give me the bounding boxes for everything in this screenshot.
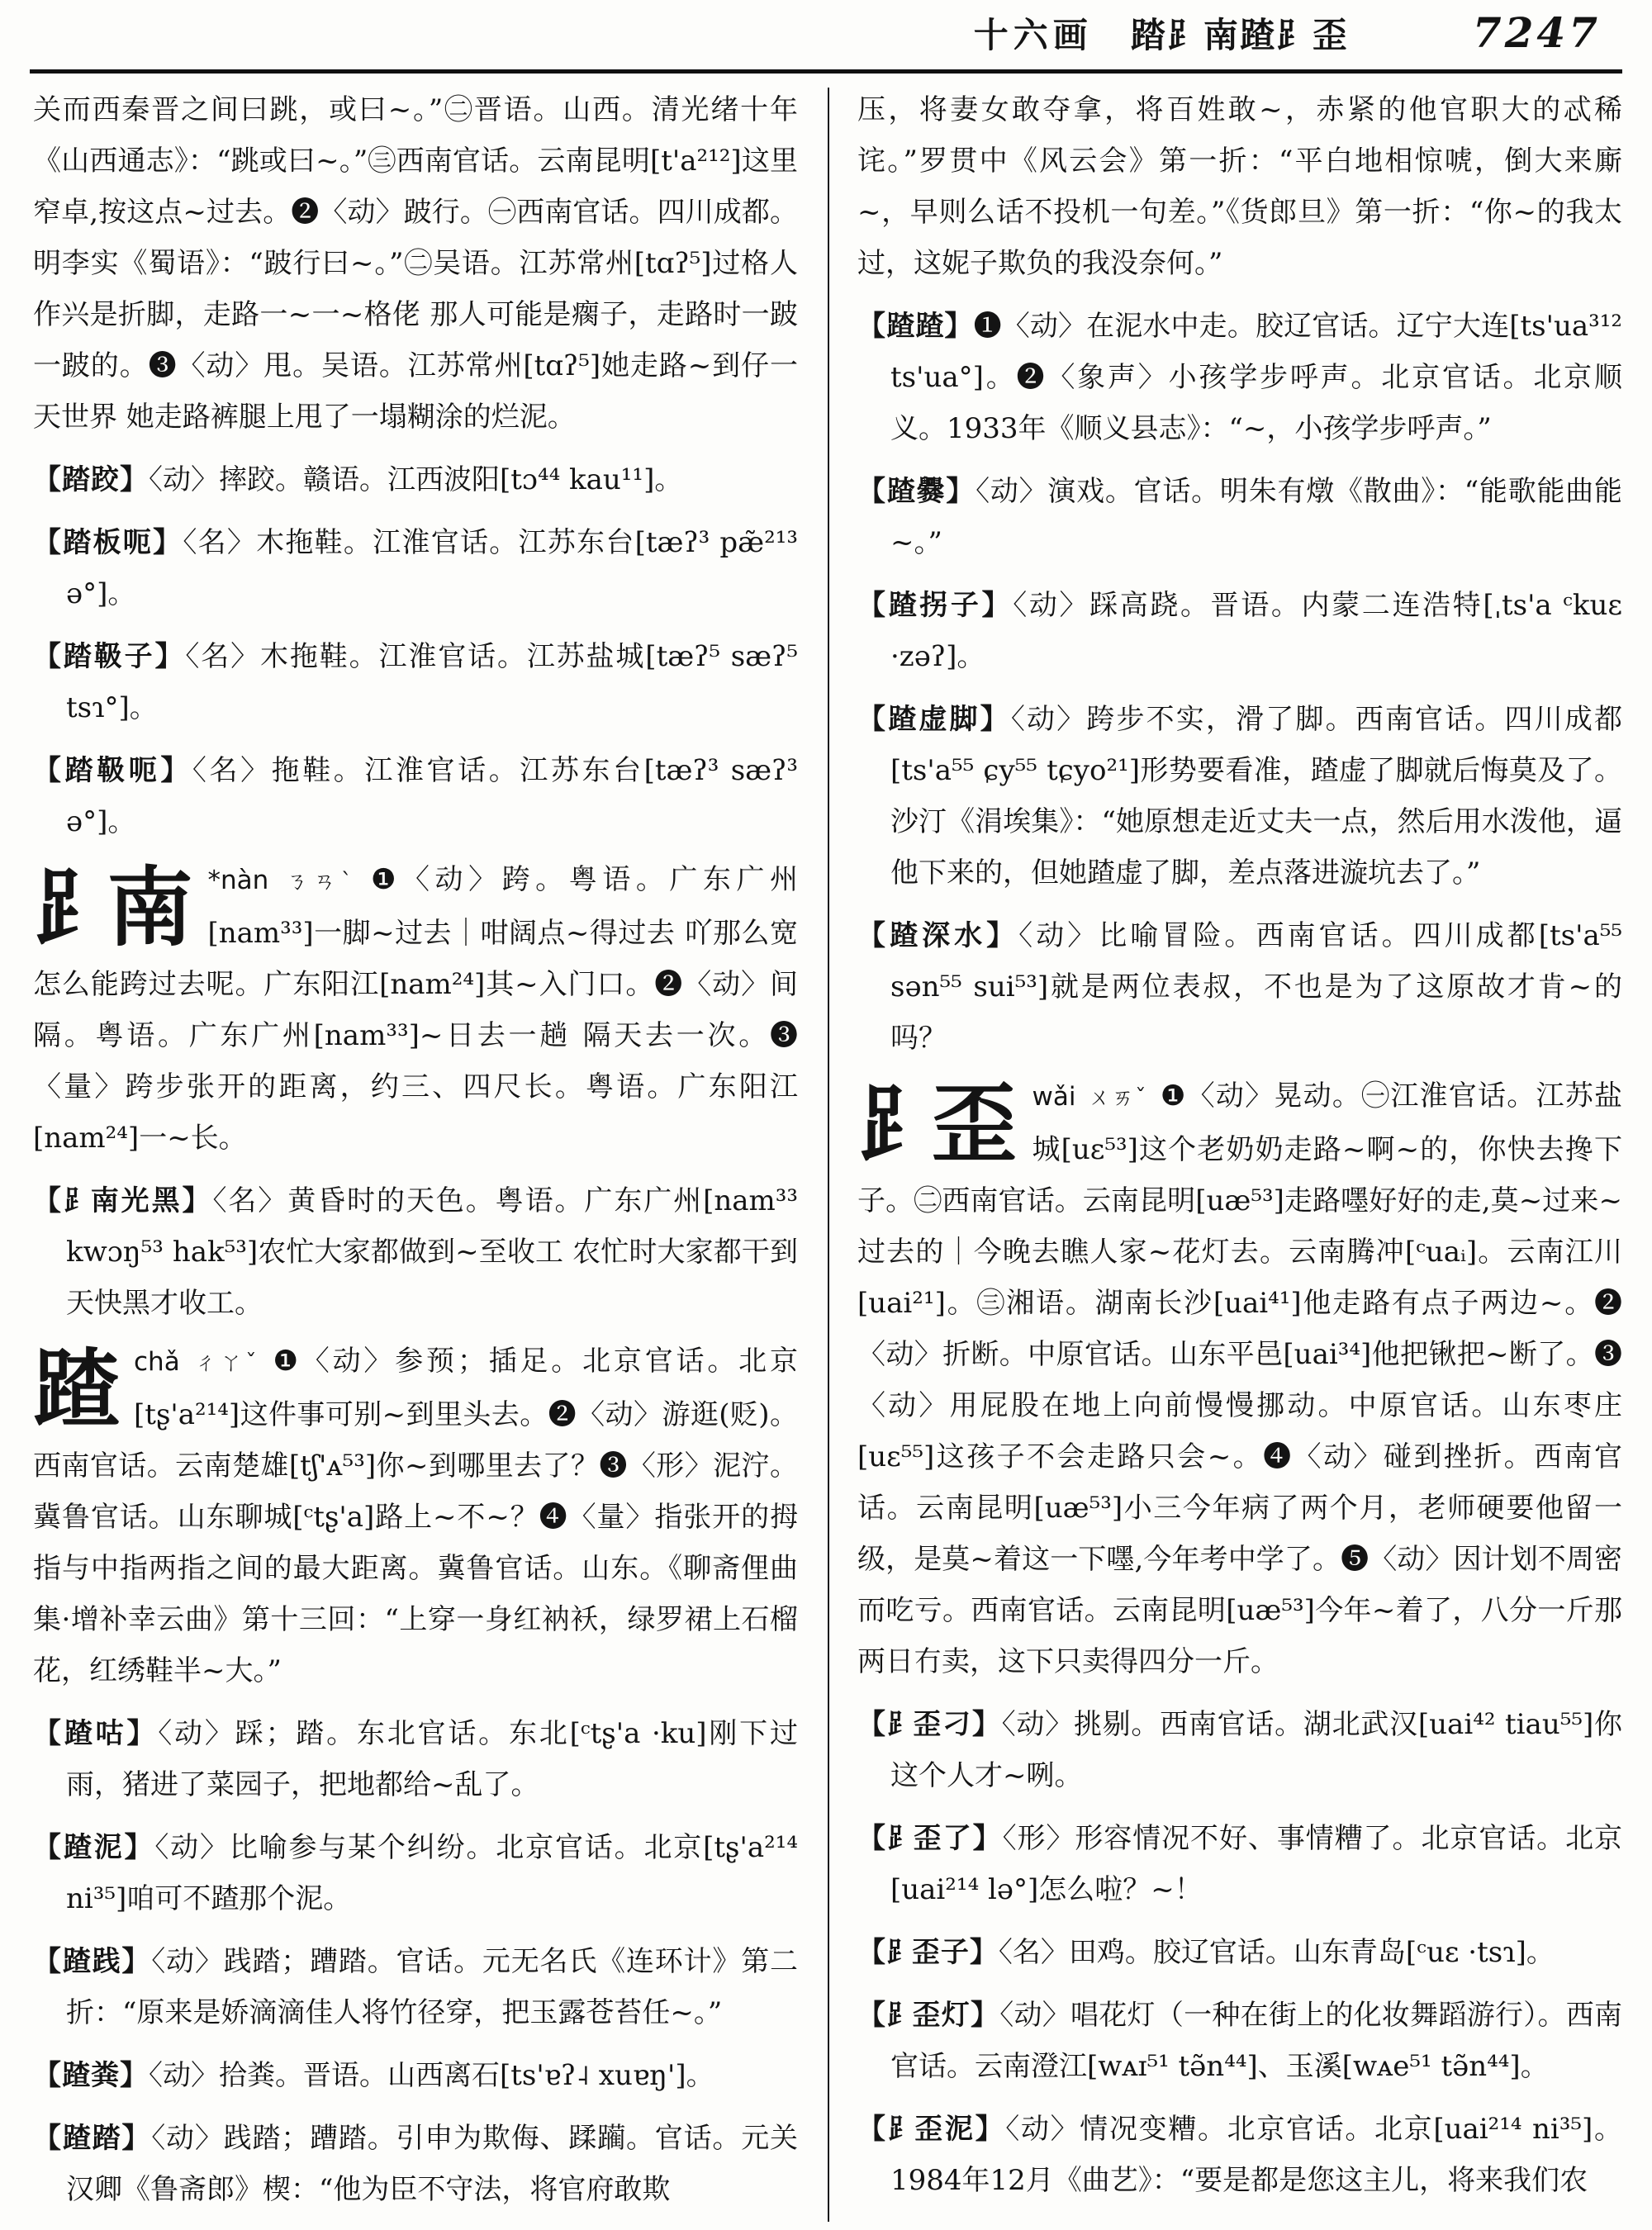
- entry-body: 〈动〉比喻参与某个纠纷。北京官话。北京[tʂ'a²¹⁴ ni³⁵]咱可不蹅那个泥。: [66, 1831, 798, 1915]
- pinyin: chǎ: [134, 1347, 180, 1377]
- header-entry-characters: 踏⻊南蹅⻊歪: [1130, 15, 1349, 55]
- entry-body: 〈形〉形容情况不好、事情糟了。北京官话。北京[uai²¹⁴ lə°]怎么啦？~！: [890, 1822, 1623, 1906]
- entry-body: 〈动〉踩；踏。东北官话。东北[ᶜtʂ'a ·ku]刚下过雨，猪进了菜园子，把地都给~乱了。: [66, 1717, 798, 1801]
- stroke-section-title: 十六画: [973, 15, 1093, 55]
- entry-headword: 【踏跤】: [33, 463, 149, 496]
- entry-body: ❶〈动〉跨。粤语。广东广州[nam³³]一脚~过去｜咁阔点~得过去 吖那么宽怎么能跨过去呢。广东阳江[nam²⁴]其~入门口。❷〈动〉间隔。粤语。广东广州[nam³³]~日去一趟 隔天去一次。❸〈量〉跨步张开的距离，约三、四尺长。粤语。广东阳江[nam²⁴]一~长。: [33, 863, 798, 1155]
- entry-headword: 【蹅踏】: [33, 2122, 152, 2155]
- page-header: [0, 8, 1601, 63]
- entry-body: 〈动〉践踏；蹧踏。官话。元无名氏《连环计》第二折：“原来是娇滴滴佳人将竹径穿，把玉露苍苔任~。”: [66, 1945, 799, 2029]
- head-character-entry: [857, 1070, 1622, 1687]
- text-columns: [33, 83, 1622, 2230]
- entry-body: 〈动〉比喻冒险。西南官话。四川成都[ts'a⁵⁵ sən⁵⁵ sui⁵³]就是两位表叔，不也是为了这原故才肯~的吗？: [890, 919, 1622, 1055]
- entry-headword: 【⻊歪子】: [857, 1936, 999, 1969]
- foot-radical: ⻊: [886, 1936, 915, 1969]
- entry-body: 〈名〉黄昏时的天色。粤语。广东广州[nam³³ kwɔŋ⁵³ hak⁵³]农忙大家都做到~至收工 农忙时大家都干到天快黑才收工。: [66, 1184, 799, 1320]
- dictionary-entry: [857, 694, 1622, 899]
- header-rule: [30, 69, 1622, 74]
- entry-body: 〈动〉拾粪。晋语。山西离石[ts'ɐʔ˨ xuɐŋ']。: [149, 2059, 714, 2092]
- dictionary-entry: [857, 1927, 1622, 1978]
- entry-headword: 【⻊南光黑】: [33, 1184, 213, 1217]
- foot-radical: ⻊: [857, 1073, 944, 1174]
- dictionary-entry: [33, 454, 798, 505]
- dictionary-entry: [33, 1175, 798, 1329]
- entry-body: 〈动〉挑剔。西南官话。湖北武汉[uai⁴² tiau⁵⁵]你这个人才~咧。: [890, 1708, 1623, 1792]
- dictionary-entry: [33, 745, 798, 847]
- entry-body: 〈动〉跨步不实，滑了脚。西南官话。四川成都[ts'a⁵⁵ ɕy⁵⁵ tɕyo²¹]形势要看准，蹅虚了脚就后悔莫及了。沙汀《涓埃集》：“她原想走近丈夫一点，然后用水泼他，逼他下来的，但她蹅虚了脚，差点落进漩坑去了。”: [890, 703, 1623, 890]
- foot-radical: ⻊: [63, 1184, 94, 1217]
- foot-radical: ⻊: [886, 1999, 916, 2032]
- entry-headword: 【蹅泥】: [33, 1831, 155, 1864]
- continuation-paragraph: 压，将妻女敢夺拿，将百姓敢~，赤紧的他官职大的忒稀诧。”罗贯中《风云会》第一折：“平白地相惊唬，倒大来廝~，早则么话不投机一句差。”《货郎旦》第一折：“你~的我太过，这妮子欺负的我没奈何。”: [857, 93, 1622, 280]
- entry-headword: 【⻊歪刁】: [857, 1708, 1002, 1741]
- entry-body: 〈动〉情况变糟。北京官话。北京[uai²¹⁴ ni³⁵]。1984年12月《曲艺》：“要是都是您这主儿，将来我们农: [890, 2113, 1622, 2197]
- entry-headword: 【⻊歪泥】: [857, 2113, 1006, 2146]
- dictionary-entry: [857, 2104, 1622, 2206]
- entry-headword: 【蹅咕】: [33, 1717, 159, 1750]
- entry-headword: 【蹅深水】: [857, 919, 1019, 952]
- entry-headword: 【⻊歪灯】: [857, 1999, 1000, 2032]
- head-character-entry: [33, 854, 798, 1164]
- zhuyin: ㄋㄢˋ: [280, 869, 358, 894]
- entry-body: 〈动〉唱花灯（一种在街上的化妆舞蹈游行）。西南官话。云南澄江[wᴀɪ⁵¹ tə̃n⁴⁴]、玉溪[wᴀe⁵¹ tə̃n⁴⁴]。: [890, 1999, 1623, 2083]
- entry-headword: 【蹅爨】: [857, 475, 976, 508]
- entry-headword: 【踏靸子】: [33, 640, 186, 673]
- dictionary-entry: [857, 1813, 1622, 1915]
- zhuyin: ㄔㄚˇ: [191, 1350, 260, 1376]
- entry-body: 〈名〉木拖鞋。江淮官话。江苏盐城[tæʔ⁵ sæʔ⁵ tsɿ°]。: [66, 640, 798, 724]
- entry-body: 〈名〉拖鞋。江淮官话。江苏东台[tæʔ³ sæʔ³ ə°]。: [66, 754, 798, 838]
- dictionary-entry: [857, 580, 1622, 682]
- foot-radical: ⻊: [887, 2113, 919, 2146]
- head-character: ⻊歪: [857, 1073, 1018, 1174]
- entry-headword: 【蹅粪】: [33, 2059, 149, 2092]
- dictionary-entry: [33, 1822, 798, 1924]
- dictionary-entry: [857, 466, 1622, 568]
- continuation-paragraph: 关而西秦晋之间曰跳，或曰~。”㊁晋语。山西。清光绪十年《山西通志》：“跳或曰~。”㊂西南官话。云南昆明[t'a²¹²]这里窄卓,按这点~过去。❷〈动〉跛行。㊀西南官话。四川成都。明李实《蜀语》：“跛行曰~。”㊁吴语。江苏常州[tɑʔ⁵]过格人作兴是折脚，走路一~一~格佬 那人可能是瘸子，走路时一跛一跛的。❸〈动〉甩。吴语。江苏常州[tɑʔ⁵]她走路~到仔一天世界 她走路裤腿上甩了一塌糊涂的烂泥。: [33, 93, 798, 434]
- foot-radical: ⻊: [886, 1708, 917, 1741]
- dictionary-entry: [33, 1936, 798, 2038]
- head-character-entry: [33, 1336, 798, 1696]
- entry-body: 〈动〉踩高跷。晋语。内蒙二连浩特[ˌts'a ᶜkuɛ ·zəʔ]。: [890, 589, 1623, 673]
- column-divider: [828, 88, 829, 2222]
- dictionary-entry: [857, 301, 1622, 454]
- head-character: 蹅: [33, 1338, 120, 1440]
- pinyin: wǎi: [1032, 1082, 1076, 1112]
- pinyin: *nàn: [207, 866, 269, 895]
- dictionary-entry: [33, 631, 798, 733]
- entry-body: ❶〈动〉在泥水中走。胶辽官话。辽宁大连[ts'ua³¹² ts'ua°]。❷〈象声〉小孩学步呼声。北京官话。北京顺义。1933年《顺义县志》：“~，小孩学步呼声。”: [890, 310, 1623, 445]
- entry-headword: 【蹅拐子】: [857, 589, 1014, 622]
- entry-body: ❶〈动〉晃动。㊀江淮官话。江苏盐城[uɛ⁵³]这个老奶奶走路~啊~的，你快去搀下子。㊁西南官话。云南昆明[uæ⁵³]走路嚜好好的走,莫~过来~过去的｜今晚去瞧人家~花灯去。云南腾冲[ᶜuaᵢ]。云南江川[uai²¹]。㊂湘语。湖南长沙[uai⁴¹]他走路有点子两边~。❷〈动〉折断。中原官话。山东平邑[uai³⁴]他把锹把~断了。❸〈动〉用屁股在地上向前慢慢挪动。中原官话。山东枣庄[uɛ⁵⁵]这孩子不会走路只会~。❹〈动〉碰到挫折。西南官话。云南昆明[uæ⁵³]小三今年病了两个月，老师硬要他留一级，是莫~着这一下嚜,今年考中学了。❺〈动〉因计划不周密而吃亏。西南官话。云南昆明[uæ⁵³]今年~着了，八分一斤那两日冇卖，这下只卖得四分一斤。: [857, 1079, 1623, 1678]
- left-column: [33, 83, 798, 2230]
- entry-body: 〈动〉践踏；蹧踏。引申为欺侮、蹂躏。官话。元关汉卿《鲁斋郎》楔：“他为臣不守法，将官府敢欺: [66, 2122, 799, 2206]
- entry-headword: 【蹅蹅】: [857, 310, 974, 343]
- foot-radical: ⻊: [886, 1822, 917, 1855]
- dictionary-entry: [857, 910, 1622, 1064]
- right-column: [857, 83, 1622, 2230]
- dictionary-entry: [857, 1699, 1622, 1801]
- page-number: 7247: [1472, 8, 1601, 57]
- entry-headword: 【踏板呃】: [33, 526, 183, 559]
- head-character: ⻊南: [33, 856, 193, 958]
- dictionary-entry: [33, 1708, 798, 1810]
- dictionary-entry: [33, 517, 798, 619]
- entry-body: 〈动〉摔跤。赣语。江西波阳[tɔ⁴⁴ kau¹¹]。: [149, 463, 683, 496]
- entry-body: 〈动〉演戏。官话。明朱有燉《散曲》：“能歌能曲能~。”: [890, 475, 1622, 559]
- dictionary-entry: [33, 2113, 798, 2215]
- entry-body: 〈名〉田鸡。胶辽官话。山东青岛[ᶜuɛ ·tsɿ]。: [998, 1936, 1555, 1969]
- entry-headword: 【踏靸呃】: [33, 754, 192, 787]
- entry-body: 〈名〉木拖鞋。江淮官话。江苏东台[tæʔ³ pæ̃²¹³ ə°]。: [66, 526, 798, 610]
- entry-body: ❶〈动〉参预；插足。北京官话。北京[tʂ'a²¹⁴]这件事可别~到里头去。❷〈动〉游逛(贬)。西南官话。云南楚雄[tʃ'ᴀ⁵³]你~到哪里去了？❸〈形〉泥泞。冀鲁官话。山东聊城[ᶜtʂ'a]路上~不~？❹〈量〉指张开的拇指与中指两指之间的最大距离。冀鲁官话。山东。《聊斋俚曲集·增补幸云曲》第十三回：“上穿一身红衲袄，绿罗裙上石榴花，红绣鞋半~大。”: [33, 1345, 799, 1687]
- foot-radical: ⻊: [33, 856, 120, 958]
- entry-headword: 【蹅虚脚】: [857, 703, 1011, 736]
- dictionary-entry: [33, 2050, 798, 2101]
- dictionary-entry: [857, 1990, 1622, 2092]
- entry-headword: 【⻊歪了】: [857, 1822, 1003, 1855]
- entry-headword: 【蹅践】: [33, 1945, 152, 1978]
- zhuyin: ㄨㄞˇ: [1087, 1085, 1147, 1111]
